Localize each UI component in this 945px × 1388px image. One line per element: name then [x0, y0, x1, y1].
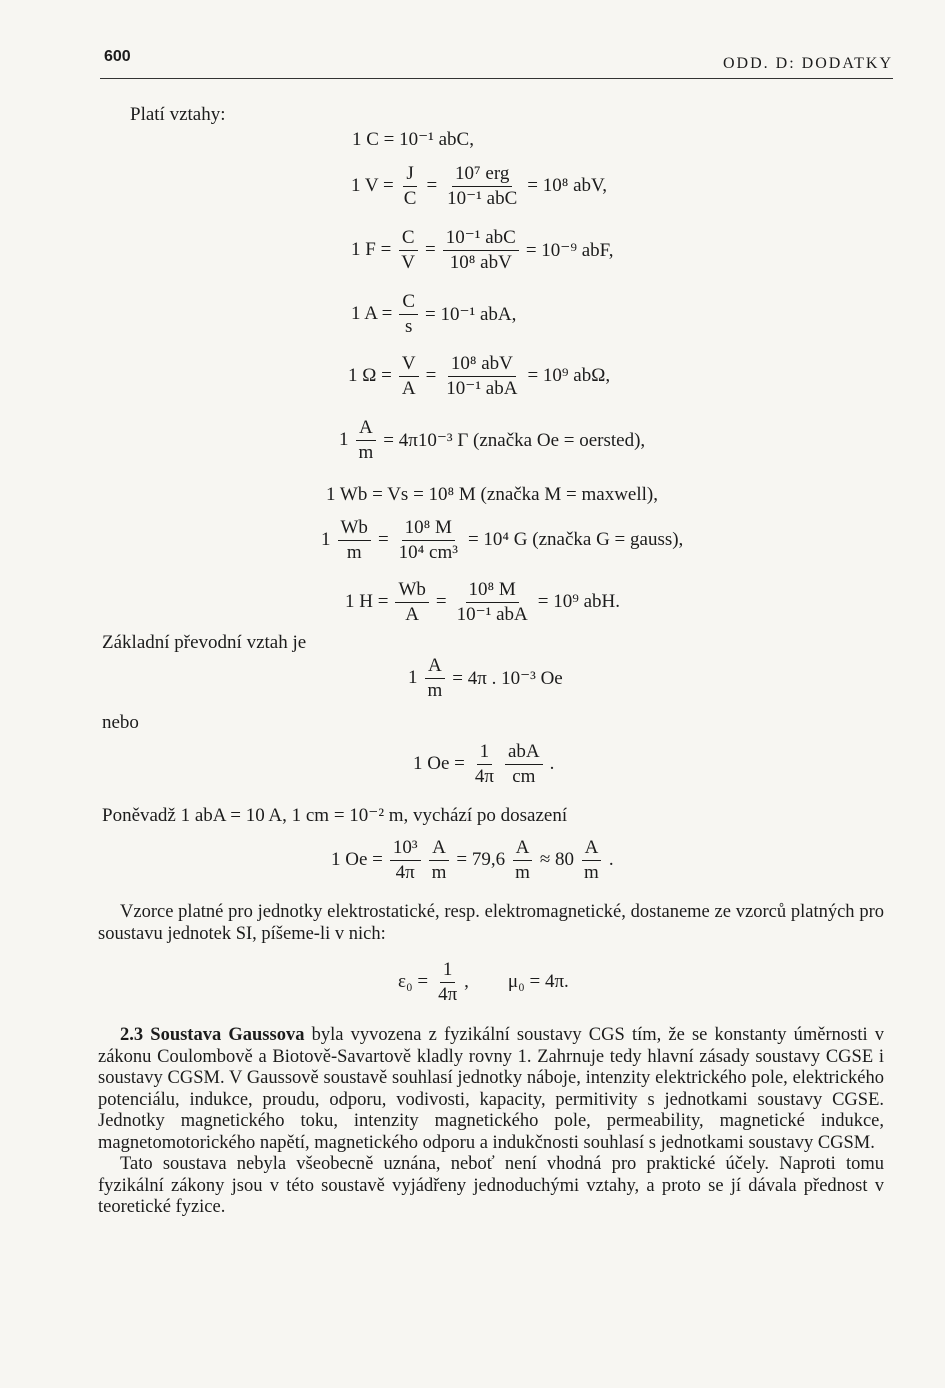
- fraction: $\frac{A}{m}$: [429, 838, 450, 883]
- page-number: 600: [104, 48, 131, 65]
- equation-oe-numeric: 1 Oe = $\frac{\text{10³}}{4\pi}$ $\frac{A}{m}$ = 79,6 $\frac{A}{m}$ ≈ 80 $\frac{A}{m}$ .: [331, 837, 614, 883]
- paragraph-formulas: Vzorce platné pro jednotky elektrostatické, resp. elektromagnetické, dostaneme ze vzorců platných pro soustavu jednotek SI, píšeme-li v nich:: [98, 902, 884, 944]
- equation-oe-inverse: 1 Oe = $\frac{1}{4\pi}$ $\frac{\text{abA}}{cm}$ .: [413, 741, 555, 787]
- or-word: nebo: [102, 712, 139, 733]
- equation-ampere: 1 A = $\frac{C}{s}$ = 10⁻¹ abA,: [351, 291, 517, 337]
- equation-volt: 1 V = $\frac{J}{C}$ = $\frac{\text{10⁷ erg}}{\text{10⁻¹ abC}}$ = 10⁸ abV,: [351, 163, 608, 209]
- fraction: $\frac{J}{C}$: [403, 163, 417, 209]
- fraction: $\frac{\text{abA}}{cm}$: [505, 742, 543, 787]
- fraction: $\frac{A}{m}$: [512, 838, 533, 883]
- section-heading: 2.3 Soustava Gaussova: [120, 1025, 305, 1045]
- running-head: ODD. D: DODATKY: [723, 55, 893, 72]
- fraction: $\frac{A}{m}$: [356, 418, 377, 463]
- fraction: $\frac{\text{10⁻¹ abC}}{\text{10⁸ abV}}$: [443, 228, 519, 273]
- equation-farad: 1 F = $\frac{C}{V}$ = $\frac{\text{10⁻¹ abC}}{\text{10⁸ abV}}$ = 10⁻⁹ abF,: [351, 227, 614, 273]
- header-rule: [100, 78, 893, 79]
- equation-ohm: 1 Ω = $\frac{V}{A}$ = $\frac{\text{10⁸ abV}}{\text{10⁻¹ abA}}$ = 10⁹ abΩ,: [348, 353, 611, 399]
- eq-rhs: = 10⁸ abV,: [527, 175, 608, 197]
- fraction: $\frac{\text{10⁸ M}}{\text{10⁻¹ abA}}$: [456, 579, 528, 625]
- since-line: Poněvadž 1 abA = 10 A, 1 cm = 10⁻² m, vychází po dosazení: [102, 805, 568, 826]
- fraction: $\frac{\text{10⁸ M}}{\text{10⁴ cm³}}$: [398, 517, 458, 563]
- fraction: $\frac{A}{m}$: [581, 838, 602, 883]
- equation-henry: 1 H = $\frac{Wb}{A}$ = $\frac{\text{10⁸ M}}{\text{10⁻¹ abA}}$ = 10⁹ abH.: [345, 579, 620, 625]
- fraction: $\frac{\text{10⁸ abV}}{\text{10⁻¹ abA}}$: [446, 353, 518, 399]
- fraction: $\frac{C}{V}$: [398, 228, 418, 273]
- section-text: byla vyvozena z fyzikální soustavy CGS tím, že se konstanty úměrnosti v zákonu Coulombově a Biotově-Savartově kladly rovny 1. Zahrnuje tedy hlavní zásady soustavy CGSE i soustavy CGSM. V Gaussově soustavě souhlasí jednotky náboje, intenzity elektrického pole, elektrického potenciálu, indukce, proudu, odporu, vodivosti, kapacity, permitivity s jednotkami soustavy CGSE. Jednotky magnetického toku, intenzity magnetického pole, permeability, magnetické indukce, magnetomotorického napětí, magnetického odporu a indukčnosti souhlasí s jednotkami soustavy CGSM.: [98, 1025, 885, 1153]
- equation-coulomb: 1 C = 10⁻¹ abC,: [352, 129, 474, 150]
- equation-constants: ε₀ = $\frac{1}{4\pi}$ , μ₀ = 4π.: [398, 959, 569, 1005]
- fraction: $\frac{\text{10⁷ erg}}{\text{10⁻¹ abC}}$: [447, 163, 518, 209]
- basic-relation-intro: Základní převodní vztah je: [102, 632, 307, 653]
- equation-gauss: 1 $\frac{Wb}{m}$ = $\frac{\text{10⁸ M}}{\text{10⁴ cm³}}$ = 10⁴ G (značka G = gauss),: [321, 517, 684, 563]
- fraction: $\frac{Wb}{A}$: [395, 580, 428, 625]
- equation-weber: 1 Wb = Vs = 10⁸ M (značka M = maxwell),: [326, 484, 658, 505]
- section-text-2: Tato soustava nebyla všeobecně uznána, neboť není vhodná pro praktické účely. Naproti tomu fyzikální zákony jsou v této soustavě vyjádřeny jednoduchými vztahy, a proto se jí dávala přednost v teoretické fyzice.: [98, 1154, 884, 1217]
- fraction: $\frac{V}{A}$: [399, 354, 419, 399]
- equation-oersted: 1 $\frac{A}{m}$ = 4π10⁻³ Γ (značka Oe = oersted),: [339, 417, 646, 463]
- fraction: $\frac{\text{10³}}{4\pi}$: [390, 838, 421, 883]
- fraction: $\frac{1}{4\pi}$: [438, 959, 458, 1005]
- intro-text: Platí vztahy:: [130, 104, 226, 125]
- section-gauss-system: [98, 1025, 884, 1219]
- fraction: $\frac{A}{m}$: [425, 656, 446, 701]
- eq-lhs: 1 V =: [351, 175, 394, 197]
- fraction: $\frac{Wb}{m}$: [338, 518, 371, 563]
- equation-basic-relation: 1 $\frac{A}{m}$ = 4π . 10⁻³ Oe: [408, 655, 563, 701]
- fraction: $\frac{1}{4\pi}$: [474, 741, 494, 787]
- fraction: $\frac{C}{s}$: [399, 292, 418, 337]
